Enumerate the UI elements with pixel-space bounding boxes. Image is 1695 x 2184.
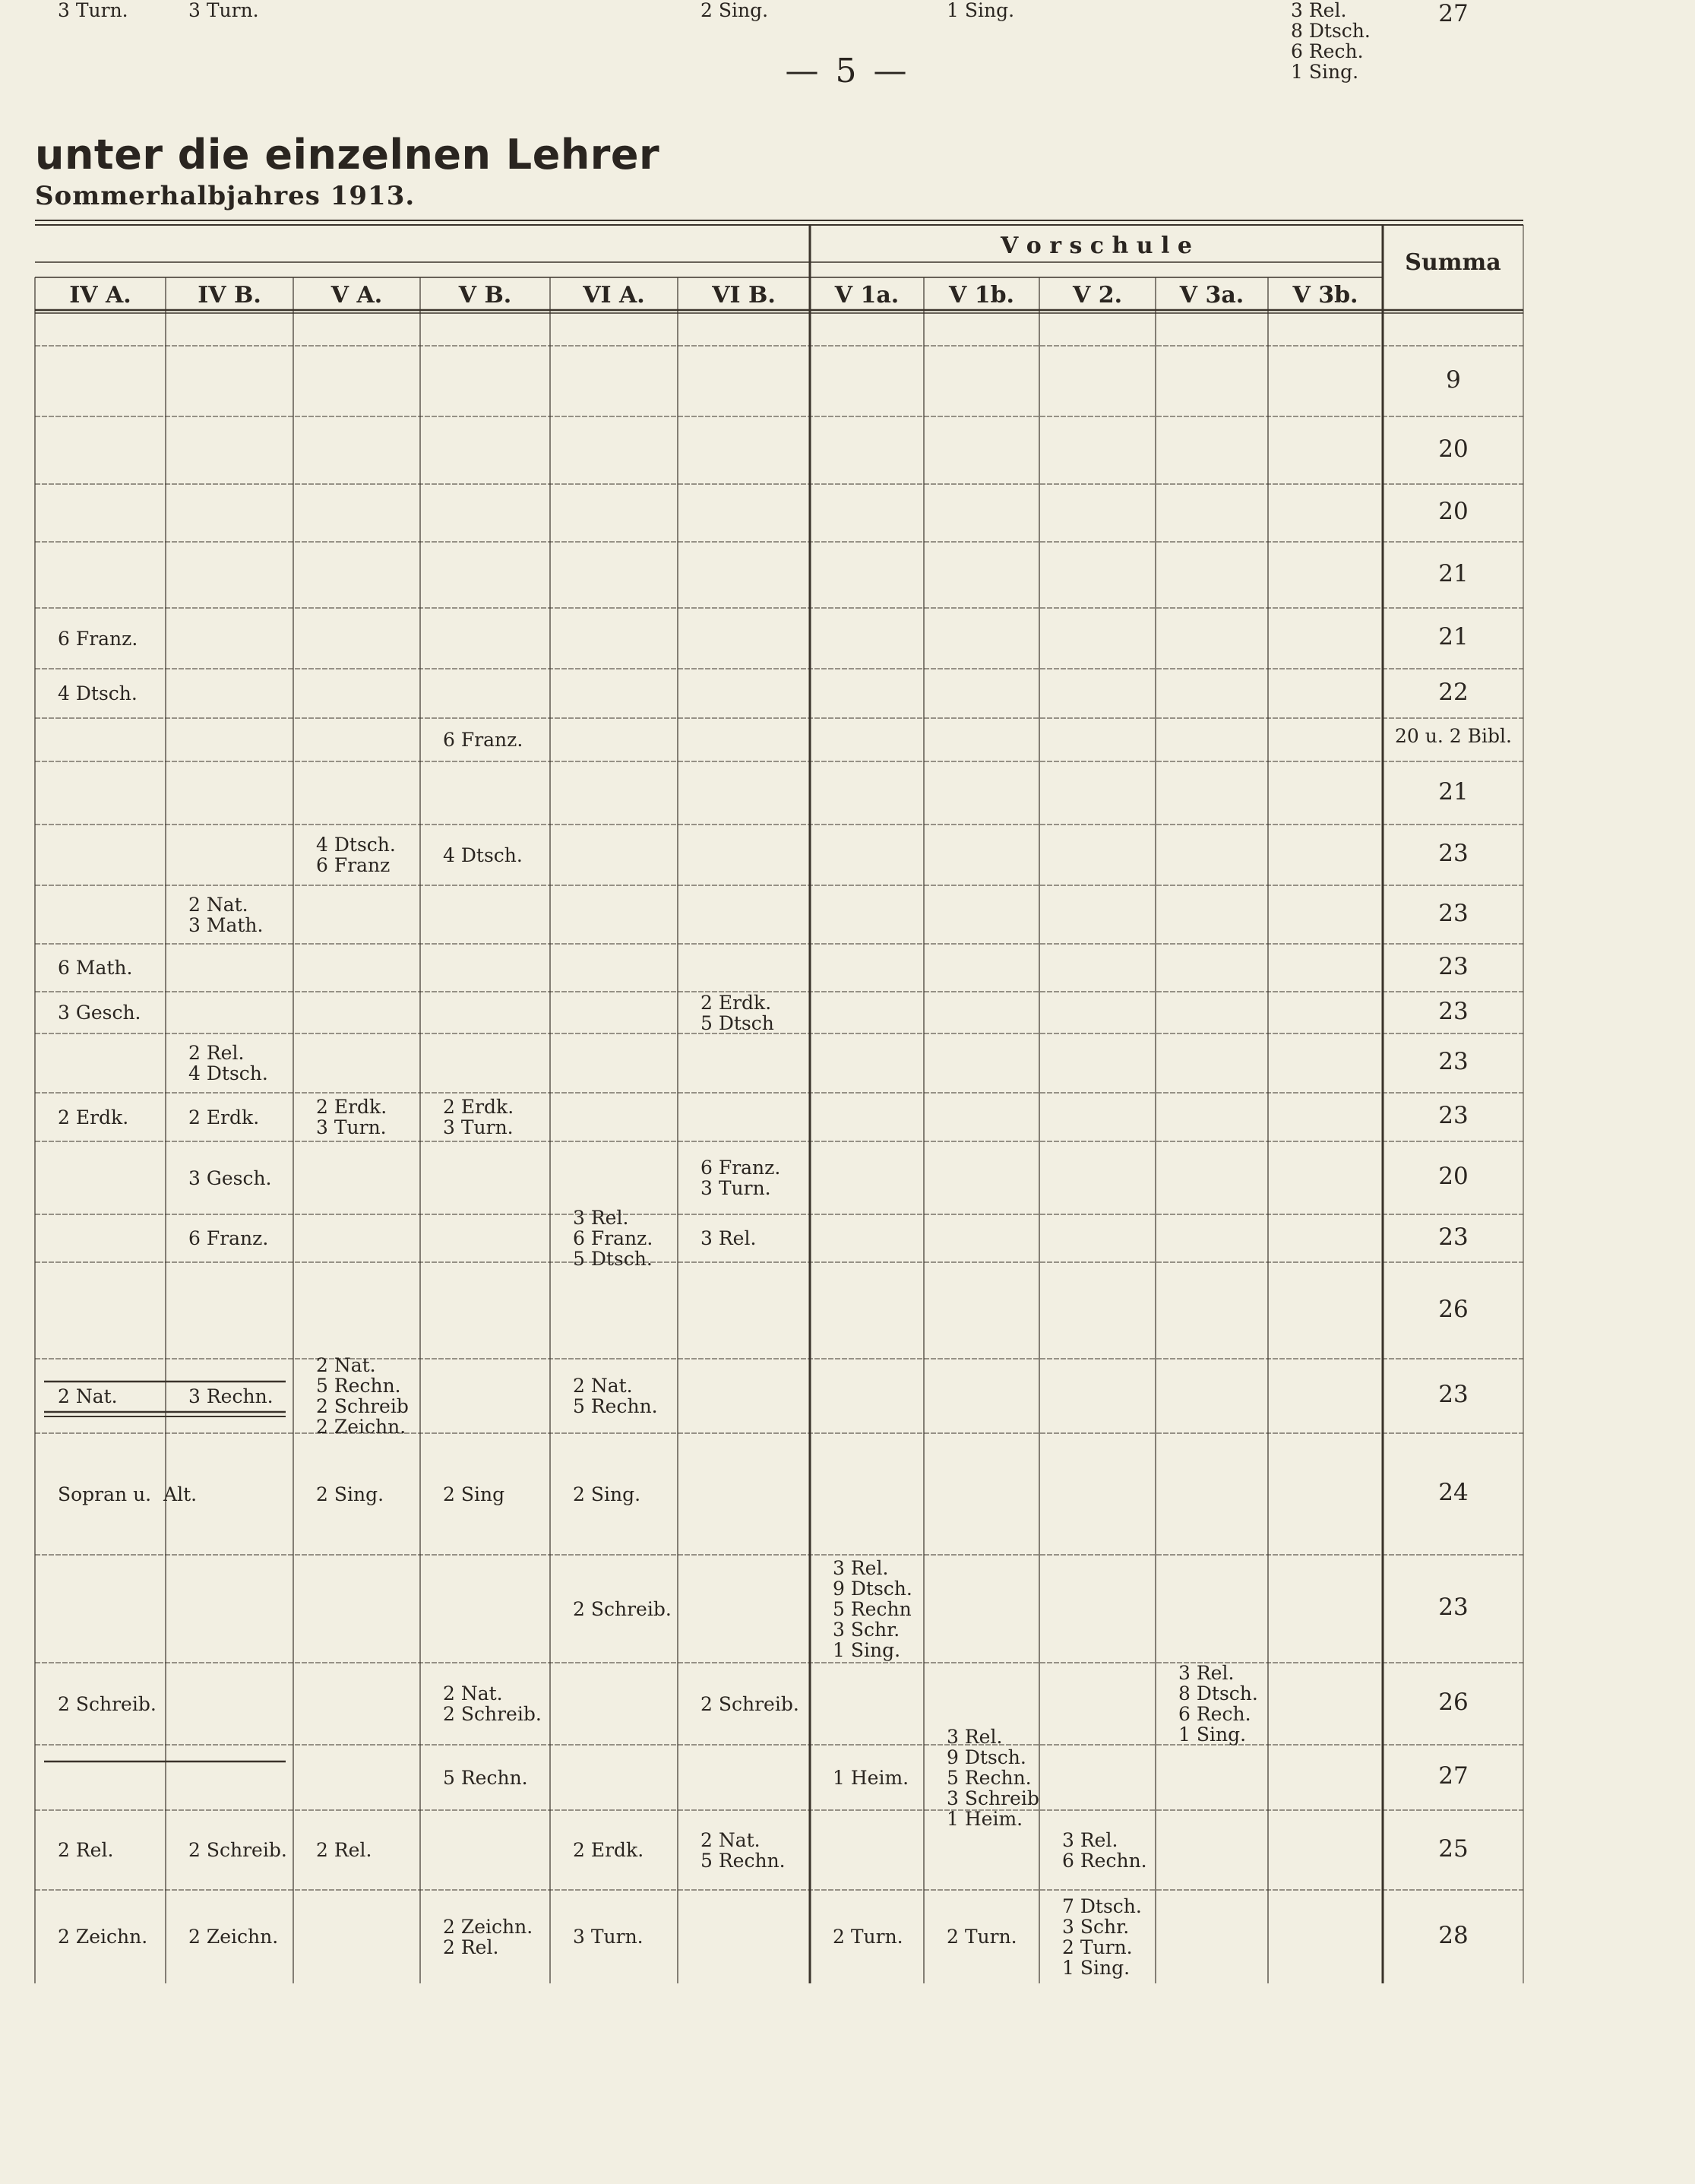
table-cell: 2 Nat. 3 Math. <box>188 894 264 936</box>
summa-value: 27 <box>1438 0 1469 27</box>
table-cell: 2 Turn. <box>947 1926 1017 1948</box>
table-cell: 2 Zeichn. 2 Rel. <box>443 1916 533 1958</box>
table-cell: 6 Franz. <box>58 628 138 650</box>
table-cell: 2 Rel. 4 Dtsch. <box>188 1042 268 1084</box>
column-header: V 3b. <box>1292 282 1358 309</box>
table-cell: 2 Nat. 5 Rechn. 2 Schreib 2 Zeichn. <box>316 1354 409 1438</box>
summa-value: 26 <box>1438 1296 1469 1323</box>
table-cell: 2 Schreib. <box>58 1693 157 1715</box>
table-cell: 3 Turn. <box>58 0 128 21</box>
column-header: V 1a. <box>834 282 900 309</box>
table-cell: 2 Rel. <box>316 1839 372 1861</box>
column-header: IV A. <box>69 282 131 309</box>
table-cell: 6 Franz. 3 Turn. <box>700 1157 781 1199</box>
table-cell: 3 Rechn. <box>188 1385 274 1407</box>
summa-value: 23 <box>1438 900 1469 927</box>
vorschule-group-header: V o r s c h u l e <box>1001 233 1192 259</box>
summa-value: 23 <box>1438 953 1469 980</box>
table-cell: 3 Rel. 9 Dtsch. 5 Rechn 3 Schr. 1 Sing. <box>833 1557 912 1661</box>
table-cell: 3 Rel. 6 Rechn. <box>1062 1829 1147 1872</box>
summa-value: 23 <box>1438 1594 1469 1621</box>
table-cell: 3 Gesch. <box>188 1167 272 1189</box>
table-cell: 5 Rechn. <box>443 1767 528 1789</box>
column-header: V B. <box>458 282 512 309</box>
column-header: V 2. <box>1072 282 1123 309</box>
table-cell: 2 Rel. <box>58 1839 114 1861</box>
summa-value: 20 u. 2 Bibl. <box>1395 725 1512 747</box>
table-cell: 2 Erdk. 3 Turn. <box>443 1096 514 1138</box>
table-cell: 2 Turn. <box>833 1926 903 1948</box>
table-cell: 2 Erdk. <box>573 1839 644 1861</box>
table-cell: 2 Schreib. <box>188 1839 287 1861</box>
column-header: V 3a. <box>1179 282 1244 309</box>
column-header: V A. <box>330 282 383 309</box>
column-header: IV B. <box>198 282 261 309</box>
summa-value: 22 <box>1438 679 1469 706</box>
summa-value: 26 <box>1438 1689 1469 1716</box>
table-cell: 4 Dtsch. 6 Franz <box>316 834 396 876</box>
table-cell: 2 Nat. 2 Schreib. <box>443 1682 542 1725</box>
table-cell: 1 Sing. <box>947 0 1015 21</box>
table-cell: 3 Rel. <box>700 1227 757 1249</box>
summa-value: 23 <box>1438 1223 1469 1251</box>
table-cell: 2 Erdk. <box>188 1106 260 1128</box>
table-cell: 3 Turn. <box>573 1926 644 1948</box>
table-cell: 3 Turn. <box>188 0 259 21</box>
table-cell: 3 Gesch. <box>58 1002 141 1024</box>
summa-value: 21 <box>1438 560 1469 587</box>
table-cell: 6 Math. <box>58 957 133 979</box>
summa-value: 23 <box>1438 840 1469 867</box>
table-cell: 1 Heim. <box>833 1767 909 1789</box>
table-cell: 6 Franz. <box>443 729 523 751</box>
table-cell: 2 Erdk. 3 Turn. <box>316 1096 387 1138</box>
summa-column-header: Summa <box>1405 249 1501 276</box>
table-cell: Sopran u. Alt. <box>58 1483 198 1505</box>
table-cell: 2 Erdk. <box>58 1106 129 1128</box>
summa-value: 20 <box>1438 435 1469 463</box>
table-cell: 4 Dtsch. <box>58 682 138 704</box>
summa-value: 20 <box>1438 498 1469 525</box>
summa-value: 23 <box>1438 1102 1469 1129</box>
column-header: VI A. <box>583 282 645 309</box>
page-subtitle: Sommerhalbjahres 1913. <box>35 181 416 211</box>
table-cell: 2 Sing. <box>700 0 769 21</box>
summa-value: 24 <box>1438 1479 1469 1506</box>
table-cell: 3 Rel. 8 Dtsch. 6 Rech. 1 Sing. <box>1178 1662 1258 1746</box>
table-cell: 6 Franz. <box>188 1227 269 1249</box>
table-cell: 3 Rel. 8 Dtsch. 6 Rech. 1 Sing. <box>1291 0 1371 83</box>
table-cell: 3 Rel. 9 Dtsch. 5 Rechn. 3 Schreib 1 Heim. <box>947 1726 1039 1830</box>
summa-value: 28 <box>1438 1922 1469 1949</box>
table-cell: 2 Nat. 5 Rechn. <box>700 1829 786 1872</box>
summa-value: 23 <box>1438 1048 1469 1075</box>
table-cell: 2 Nat. 5 Rechn. <box>573 1375 658 1417</box>
summa-value: 21 <box>1438 778 1469 806</box>
summa-value: 25 <box>1438 1835 1469 1863</box>
summa-value: 23 <box>1438 998 1469 1025</box>
table-cell: 7 Dtsch. 3 Schr. 2 Turn. 1 Sing. <box>1062 1895 1142 1979</box>
table-cell: 2 Sing. <box>316 1483 384 1505</box>
table-cell: 2 Zeichn. <box>58 1926 148 1948</box>
column-header: V 1b. <box>948 282 1014 309</box>
table-cell: 3 Rel. 6 Franz. 5 Dtsch. <box>573 1207 653 1270</box>
summa-value: 21 <box>1438 623 1469 650</box>
summa-value: 23 <box>1438 1381 1469 1408</box>
column-header: VI B. <box>712 282 776 309</box>
summa-value: 20 <box>1438 1163 1469 1190</box>
table-cell: 2 Sing. <box>573 1483 641 1505</box>
summa-value: 9 <box>1446 366 1461 394</box>
table-cell: 2 Sing <box>443 1483 505 1505</box>
summa-value: 27 <box>1438 1762 1469 1790</box>
table-cell: 2 Zeichn. <box>188 1926 279 1948</box>
table-cell: 2 Schreib. <box>573 1598 672 1620</box>
table-cell: 2 Schreib. <box>700 1693 799 1715</box>
page-number: — 5 — <box>785 52 910 90</box>
table-cell: 4 Dtsch. <box>443 844 523 866</box>
page-title: unter die einzelnen Lehrer <box>35 131 660 179</box>
table-cell: 2 Erdk. 5 Dtsch <box>700 992 774 1034</box>
table-cell: 2 Nat. <box>58 1385 118 1407</box>
